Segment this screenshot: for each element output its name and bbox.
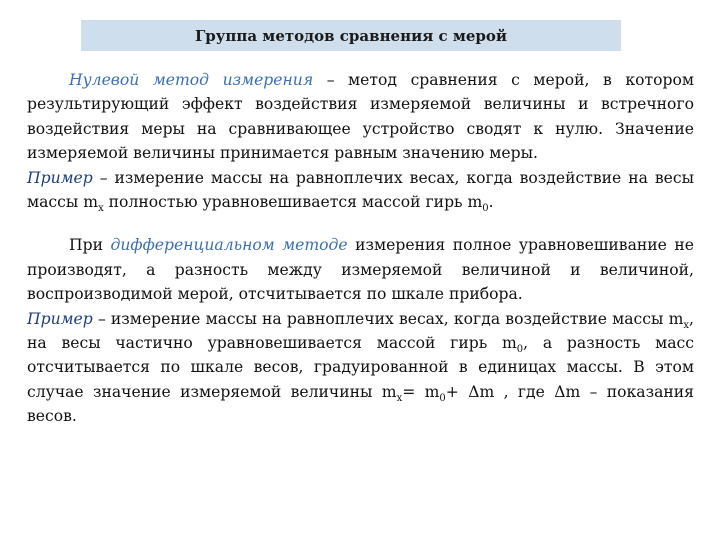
subscript-x-2: x [683,319,690,331]
example2-text-a: – измерение массы на равноплечих весах, когда воздействие массы m [92,309,684,328]
null-method-term: Нулевой метод измерения [69,71,314,89]
subscript-0-2: 0 [516,344,524,356]
slide-title [81,20,621,51]
slide-content [27,68,694,429]
paragraph-gap [27,214,694,233]
example2-text-d: = m [402,382,440,401]
example-text-c: . [488,193,494,212]
example-label: Пример [27,168,93,187]
differential-method-term: дифференциальном методе [110,236,348,255]
differential-method-example [27,307,694,429]
subscript-0-3: 0 [439,392,446,404]
null-method-definition: – метод сравнения с мерой, в котором результирующий эффект воздействия измеряемой величины и встречного воздействия меры на сравнивающее устройство сводят к нулю. Значение измеряемой величины принимается равным значению меры. [27,71,695,163]
example2-text-e: + Δm , где Δm – показания весов. [27,382,694,426]
slide-title-text: Группа методов сравнения с мерой [194,26,508,45]
example-label-2: Пример [27,309,93,328]
subscript-x: x [98,203,104,215]
example2-text-b: , на весы частично уравновешивается массой гирь m [27,309,694,353]
differential-lead: При [69,236,111,255]
differential-method-definition: измерения полное уравновешивание не производят, а разность между измеряемой величиной и величиной, воспроизводимой мерой, отсчитывается по шкале прибора. [27,236,694,304]
example-text-b: полностью уравновешивается массой гирь m [103,193,483,212]
subscript-0: 0 [482,203,489,215]
example2-text-c: , а разность масс отсчитывается по шкале весов, градуированной в единицах массы. В этом случае значение измеряемой величины m [27,334,695,401]
null-method-example [27,166,694,215]
subscript-x-3: x [396,392,403,404]
null-method-paragraph [27,68,694,166]
example-text-a: – измерение массы на равноплечих весах, когда воздействие на весы массы m [27,168,694,212]
differential-method-paragraph [27,233,694,306]
